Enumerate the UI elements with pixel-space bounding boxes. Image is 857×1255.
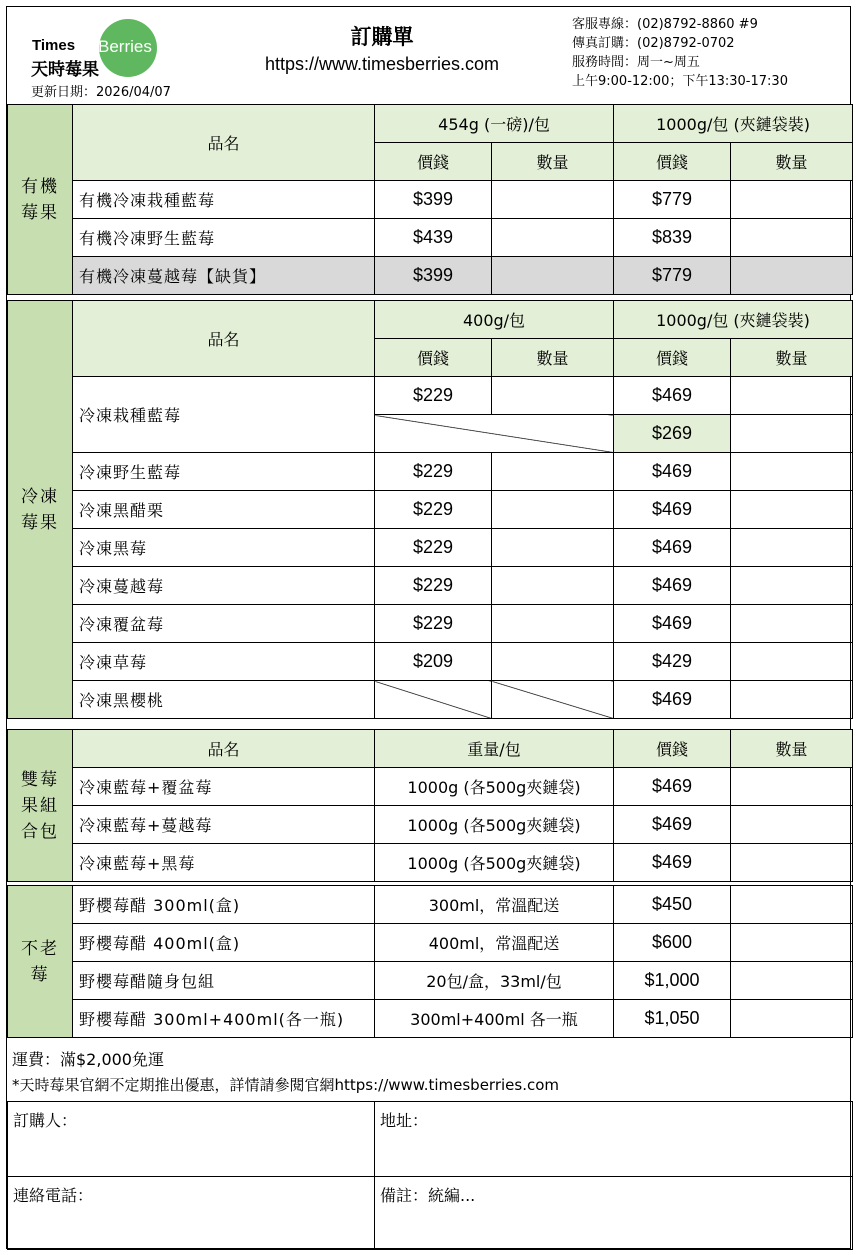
logo-chinese: 天時莓果 <box>31 60 99 80</box>
product-name: 冷凍藍莓+蔓越莓 <box>73 806 375 844</box>
table-row <box>8 924 853 962</box>
category-frozen: 冷凍莓果 <box>8 301 73 719</box>
name-header: 品名 <box>73 301 375 377</box>
product-weight: 1000g (各500g夾鏈袋) <box>375 768 614 806</box>
product-name: 野櫻莓醋 400ml(盒) <box>73 924 375 962</box>
table-row <box>8 219 853 257</box>
product-name: 冷凍蔓越莓 <box>73 567 375 605</box>
price-1000g: $469 <box>614 605 731 643</box>
table-row <box>8 529 853 567</box>
frozen-table <box>7 300 853 719</box>
logo-times: Times <box>32 37 76 54</box>
vinegar-table <box>7 885 853 1038</box>
table-row <box>8 768 853 806</box>
qty-input[interactable] <box>492 529 614 567</box>
price-1000g: $469 <box>614 567 731 605</box>
size2-header: 1000g/包 (夾鏈袋裝) <box>614 301 853 339</box>
qty-input[interactable] <box>731 453 853 491</box>
contact-fax: 傳真訂購：(02)8792-0702 <box>572 36 735 51</box>
qty-input[interactable] <box>492 257 614 295</box>
qty-input[interactable] <box>731 1000 853 1038</box>
category-organic: 有機莓果 <box>8 105 73 295</box>
product-price: $1,050 <box>614 1000 731 1038</box>
table-row <box>8 453 853 491</box>
qty-header: 數量 <box>492 143 614 181</box>
qty-input[interactable] <box>492 453 614 491</box>
qty-input[interactable] <box>492 491 614 529</box>
price-header: 價錢 <box>614 730 731 768</box>
product-price: $1,000 <box>614 962 731 1000</box>
product-name: 有機冷凍栽種藍莓 <box>73 181 375 219</box>
table-row <box>8 491 853 529</box>
product-name: 冷凍藍莓+黑莓 <box>73 844 375 882</box>
qty-input[interactable] <box>492 567 614 605</box>
qty-input[interactable] <box>731 605 853 643</box>
promo-note: *天時莓果官網不定期推出優惠，詳情請參閱官網https://www.timesberries.com <box>12 1076 560 1094</box>
qty-input[interactable] <box>731 962 853 1000</box>
product-name: 冷凍黑醋栗 <box>73 491 375 529</box>
price-1000g: $469 <box>614 529 731 567</box>
phone-field[interactable] <box>8 1177 375 1250</box>
unavailable-cell <box>375 681 492 719</box>
qty-input[interactable] <box>492 181 614 219</box>
price-400g: $229 <box>375 453 492 491</box>
qty-input[interactable] <box>731 768 853 806</box>
contact-hours-time: 上午9:00-12:00；下午13:30-17:30 <box>572 74 788 89</box>
remark-field[interactable] <box>375 1177 853 1250</box>
product-weight: 1000g (各500g夾鏈袋) <box>375 806 614 844</box>
price-454g: $399 <box>375 181 492 219</box>
qty-input[interactable] <box>492 643 614 681</box>
weight-header: 重量/包 <box>375 730 614 768</box>
product-spec: 20包/盒，33ml/包 <box>375 962 614 1000</box>
qty-input[interactable] <box>731 643 853 681</box>
name-header: 品名 <box>73 105 375 181</box>
product-spec: 300ml，常溫配送 <box>375 886 614 924</box>
qty-input[interactable] <box>731 257 853 295</box>
product-name: 野櫻莓醋隨身包組 <box>73 962 375 1000</box>
qty-header: 數量 <box>731 730 853 768</box>
product-name: 冷凍栽種藍莓 <box>73 377 375 453</box>
notes <box>7 1041 850 1101</box>
price-header: 價錢 <box>614 339 731 377</box>
qty-input[interactable] <box>492 377 614 415</box>
product-weight: 1000g (各500g夾鏈袋) <box>375 844 614 882</box>
price-400g: $229 <box>375 377 492 415</box>
buyer-label: 訂購人： <box>13 1111 78 1130</box>
product-name: 冷凍野生藍莓 <box>73 453 375 491</box>
price-1000g: $779 <box>614 257 731 295</box>
address-field[interactable] <box>375 1102 853 1177</box>
price-1000g: $429 <box>614 643 731 681</box>
remark-label: 備註：統編... <box>380 1186 476 1205</box>
table-row <box>8 605 853 643</box>
qty-input[interactable] <box>731 181 853 219</box>
category-combo: 雙莓果組合包 <box>8 730 73 882</box>
product-name: 冷凍黑莓 <box>73 529 375 567</box>
product-spec: 400ml，常溫配送 <box>375 924 614 962</box>
combo-table <box>7 729 853 882</box>
product-price: $600 <box>614 924 731 962</box>
unavailable-cell <box>375 415 614 453</box>
product-spec: 300ml+400ml 各一瓶 <box>375 1000 614 1038</box>
table-row <box>8 567 853 605</box>
qty-input[interactable] <box>731 806 853 844</box>
table-row <box>8 806 853 844</box>
order-form <box>7 1101 853 1250</box>
update-date: 更新日期：2026/04/07 <box>31 85 171 100</box>
contact-info <box>572 15 788 91</box>
qty-input[interactable] <box>731 219 853 257</box>
price-header: 價錢 <box>614 143 731 181</box>
qty-input[interactable] <box>492 219 614 257</box>
name-header: 品名 <box>73 730 375 768</box>
contact-hours: 服務時間：周一~周五 <box>572 55 700 70</box>
unavailable-cell <box>492 681 614 719</box>
size1-header: 454g (一磅)/包 <box>375 105 614 143</box>
qty-input[interactable] <box>731 844 853 882</box>
address-label: 地址： <box>380 1111 429 1130</box>
category-vinegar: 不老莓 <box>8 886 73 1038</box>
product-name: 冷凍草莓 <box>73 643 375 681</box>
price-1000g: $469 <box>614 491 731 529</box>
price-400g: $229 <box>375 567 492 605</box>
product-price: $469 <box>614 806 731 844</box>
product-name: 野櫻莓醋 300ml+400ml(各一瓶) <box>73 1000 375 1038</box>
qty-header: 數量 <box>492 339 614 377</box>
price-1000g: $469 <box>614 453 731 491</box>
table-row <box>8 844 853 882</box>
contact-phone: 客服專線：(02)8792-8860 #9 <box>572 17 758 32</box>
product-name: 冷凍黑櫻桃 <box>73 681 375 719</box>
price-400g: $229 <box>375 491 492 529</box>
table-row <box>8 181 853 219</box>
product-name: 有機冷凍野生藍莓 <box>73 219 375 257</box>
product-name: 有機冷凍蔓越莓【缺貨】 <box>73 257 375 295</box>
qty-input[interactable] <box>731 567 853 605</box>
product-name: 野櫻莓醋 300ml(盒) <box>73 886 375 924</box>
table-row <box>8 681 853 719</box>
qty-input[interactable] <box>731 681 853 719</box>
table-row-out-of-stock <box>8 257 853 295</box>
qty-input[interactable] <box>731 924 853 962</box>
price-header: 價錢 <box>375 339 492 377</box>
qty-input[interactable] <box>731 886 853 924</box>
header <box>7 7 850 104</box>
qty-input[interactable] <box>731 529 853 567</box>
price-1000g: $469 <box>614 377 731 415</box>
price-header: 價錢 <box>375 143 492 181</box>
product-name: 冷凍藍莓+覆盆莓 <box>73 768 375 806</box>
website-url[interactable]: https://www.timesberries.com <box>264 54 500 74</box>
price-400g: $229 <box>375 605 492 643</box>
qty-input[interactable] <box>731 415 853 453</box>
size2-header: 1000g/包 (夾鏈袋裝) <box>614 105 853 143</box>
product-name: 冷凍覆盆莓 <box>73 605 375 643</box>
price-1000g: $839 <box>614 219 731 257</box>
logo-berries: Berries <box>98 37 152 56</box>
product-price: $469 <box>614 768 731 806</box>
table-row <box>8 377 853 415</box>
qty-header: 數量 <box>731 143 853 181</box>
price-1000g-special: $269 <box>614 415 731 453</box>
table-row <box>8 962 853 1000</box>
table-row <box>8 886 853 924</box>
qty-input[interactable] <box>492 605 614 643</box>
size1-header: 400g/包 <box>375 301 614 339</box>
product-price: $450 <box>614 886 731 924</box>
qty-input[interactable] <box>731 491 853 529</box>
buyer-field[interactable] <box>8 1102 375 1177</box>
qty-header: 數量 <box>731 339 853 377</box>
page-title: 訂購單 <box>350 25 414 49</box>
price-454g: $439 <box>375 219 492 257</box>
product-price: $469 <box>614 844 731 882</box>
price-454g: $399 <box>375 257 492 295</box>
table-row <box>8 643 853 681</box>
logo <box>29 17 159 79</box>
order-sheet <box>6 6 851 1249</box>
qty-input[interactable] <box>731 377 853 415</box>
phone-label: 連絡電話： <box>13 1186 94 1205</box>
table-row <box>8 1000 853 1038</box>
organic-table <box>7 104 853 295</box>
price-400g: $229 <box>375 529 492 567</box>
price-400g: $209 <box>375 643 492 681</box>
shipping-note: 運費：滿$2,000免運 <box>12 1050 164 1069</box>
price-1000g: $779 <box>614 181 731 219</box>
price-1000g: $469 <box>614 681 731 719</box>
